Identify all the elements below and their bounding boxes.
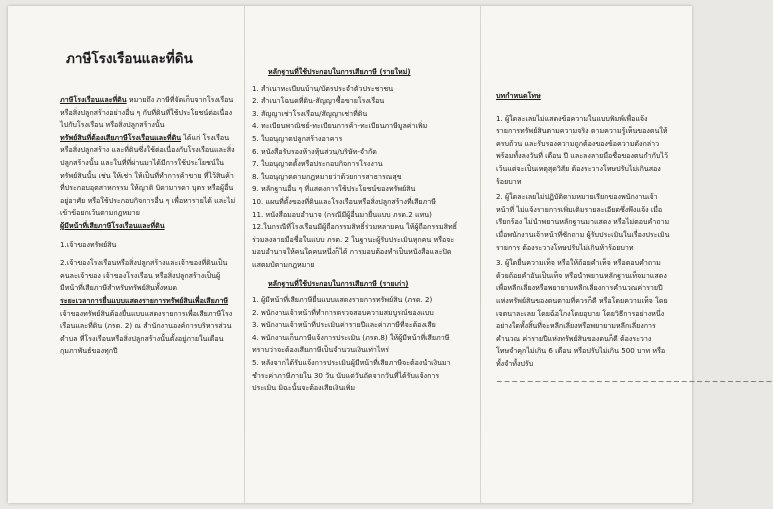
taxpayer-item-1: 1.เจ้าของทรัพย์สิน bbox=[60, 239, 117, 249]
new-doc-item: 2. สำเนาโฉนดที่ดิน-สัญญาซื้อขายโรงเรือน bbox=[252, 96, 385, 106]
fold-line-right bbox=[480, 6, 481, 503]
new-doc-item: 8. ใบอนุญาตตามกฎหมายว่าด้วยการสาธารณสุข bbox=[252, 171, 402, 181]
taxable-property-heading: ทรัพย์สินที่ต้องเสียภาษีโรงเรือนและที่ดิน bbox=[60, 132, 182, 142]
new-doc-item: 4. ทะเบียนพาณิชย์-ทะเบียนการค้า-ทะเบียนภาษีมูลค่าเพิ่ม bbox=[252, 121, 428, 131]
new-doc-item: 7. ใบอนุญาตตั้งหรือประกอบกิจการโรงงาน bbox=[252, 159, 383, 169]
definition-heading: ภาษีโรงเรือนและที่ดิน bbox=[60, 95, 127, 104]
existing-taxpayer-heading: หลักฐานที่ใช้ประกอบในการเสียภาษี (รายเก่า) bbox=[268, 278, 409, 288]
taxable-property-paragraph bbox=[60, 132, 238, 220]
penalty-paragraph-1: 1. ผู้ใดละเลยไม่แสดงข้อความในแบบพิมพ์เพื่อแจ้งรายการทรัพย์สินตามความจริง ตามความรู้เห็นของตนให้ครบถ้วน และรับรองความถูกต้องของข้อความดังกล่าวพร้อมทั้งลงวันที่ เดือน ปี และลงลายมือชื่อของตนกำกับไว้ เว้นแต่จะเป็นเหตุสุดวิสัย ต้องระวางโทษปรับไม่เกินสองร้อยบาท bbox=[496, 113, 668, 186]
fold-line-left bbox=[244, 6, 245, 503]
definition-paragraph bbox=[60, 94, 238, 132]
taxpayer-item-2: 2.เจ้าของโรงเรือนหรือสิ่งปลูกสร้างและเจ้าของที่ดินเป็นคนละเจ้าของ เจ้าของโรงเรือน หรือสิ่งปลูกสร้างเป็นผู้มีหน้าที่เสียภาษีสำหรับทรัพย์สินทั้งหมด bbox=[60, 258, 228, 293]
decorative-border: ~~~~~~~~~~~~~~~~~~~~~~~~~~~~~~~~~~~~ bbox=[496, 377, 773, 387]
new-doc-item: 11. หนังสือมอบอำนาจ (กรณีมีผู้อื่นมายื่นแบบ ภรด.2 แทน) bbox=[252, 209, 432, 219]
filing-period-heading: ระยะเวลาการยื่นแบบแสดงรายการทรัพย์สินเพื่อเสียภาษี bbox=[60, 295, 229, 305]
existing-step-item: 1. ผู้มีหน้าที่เสียภาษียื่นแบบแสดงรายการทรัพย์สิน (ภรด. 2) bbox=[252, 295, 433, 305]
taxable-property-text: ได้แก่ โรงเรือนหรือสิ่งปลูกสร้าง และที่ดินซึ่งใช้ต่อเนื่องกับโรงเรือนและสิ่งปลูกสร้างนั้น และในที่ที่ผ่านมาได้มีการใช้ประโยชน์ในทรัพย์สินนั้น เช่น ให้เช่า ให้เป็นที่ทำการค้าขาย ที่ไว้สินค้า ที่ประกอบอุตสาหกรรม ให้ญาติ บิดามารดา บุตร หรือผู้อื่นอยู่อาศัย หรือใช้ประกอบกิจการอื่น ๆ เพื่อหารายได้ และไม่เข้าข้อยกเว้นตามกฎหมาย bbox=[60, 132, 236, 218]
new-doc-item: 5. ใบอนุญาตปลูกสร้างอาคาร bbox=[252, 133, 343, 143]
brochure-sheet bbox=[8, 6, 773, 503]
document-title: ภาษีโรงเรือนและที่ดิน bbox=[66, 51, 193, 67]
panel-left bbox=[60, 6, 238, 503]
new-doc-item: 1. สำเนาทะเบียนบ้าน/บัตรประจำตัวประชาชน bbox=[252, 83, 394, 93]
new-doc-item: 10. แผนที่ตั้งของที่ดินและโรงเรือนหรือสิ่งปลูกสร้างที่เสียภาษี bbox=[252, 196, 436, 206]
existing-step-item: 2. พนักงานเจ้าหน้าที่ทำการตรวจสอบความสมบูรณ์ของแบบ bbox=[252, 307, 434, 317]
panel-right bbox=[496, 6, 773, 503]
panel-middle bbox=[252, 6, 462, 503]
payment-deadline-paragraph: 5. หลังจากได้รับแจ้งการประเมินผู้มีหน้าที่เสียภาษีจะต้องนำเงินมาชำระค่าภาษีภายใน 30 วัน นับแต่วันถัดจากวันที่ได้รับแจ้งการประเมิน มิฉะนั้นจะต้องเสียเงินเพิ่ม bbox=[252, 358, 451, 393]
definition-text: หมายถึง ภาษีที่จัดเก็บจากโรงเรือนหรือสิ่งปลูกสร้างอย่างอื่น ๆ กับที่ดินที่ใช้ประโยชน์ต่อเนื่องไปกับโรงเรือน หรือสิ่งปลูกสร้างนั้น bbox=[60, 95, 234, 130]
new-doc-item: 3. สัญญาเช่าโรงเรือน/สัญญาเช่าที่ดิน bbox=[252, 108, 368, 118]
new-doc-item: 6. หนังสือรับรองห้างหุ้นส่วน/บริษัท-จำกัด bbox=[252, 146, 377, 156]
filing-period-text: เจ้าของทรัพย์สินต้องยื่นแบบแสดงรายการเพื่อเสียภาษีโรงเรือนและที่ดิน (ภรด. 2) ณ สำนักงานองค์การบริหารส่วนตำบล ที่โรงเรือนหรือสิ่งปลูกสร้างนั้นตั้งอยู่ภายในเดือนกุมภาพันธ์ของทุกปี bbox=[60, 308, 233, 356]
joint-ownership-paragraph: 12.ในกรณีที่โรงเรือนมีผู้ถือกรรมสิทธิ์ร่วมหลายคน ให้ผู้ถือกรรมสิทธิ์ร่วมลงลายมือชื่อในแบบ ภรด. 2 ในฐานะผู้รับประเมินทุกคน หรือจะมอบอำนาจให้คนใดคนหนึ่งก็ได้ การมอบต้องทำเป็นหนังสือและปิดแสตมป์ตามกฎหมาย bbox=[252, 222, 457, 269]
penalties-heading: บทกำหนดโทษ bbox=[496, 91, 541, 100]
new-taxpayer-docs-heading: หลักฐานที่ใช้ประกอบในการเสียภาษี (รายใหม่) bbox=[268, 67, 411, 76]
taxpayer-heading: ผู้มีหน้าที่เสียภาษีโรงเรือนและที่ดิน bbox=[60, 220, 165, 230]
existing-step-item: 3. พนักงานเจ้าหน้าที่ประเมินค่ารายปีและค่าภาษีที่จะต้องเสีย bbox=[252, 320, 436, 330]
penalty-paragraph-2: 2. ผู้ใดละเลยไม่ปฏิบัติตามหมายเรียกของพนักงานเจ้าหน้าที่ ไม่แจ้งรายการเพิ่มเติมรายละเอียดซึ่งพึงแจ้ง เมื่อเรียกร้อง ไม่นำพยานหลักฐานมาแสดง หรือไม่ตอบคำถามเมื่อพนักงานเจ้าหน้าที่ซักถาม ผู้รับประเมินในเรื่องประเมินรายการ ต้องระวางโทษปรับไม่เกินห้าร้อยบาท bbox=[496, 192, 670, 252]
existing-step-item: 4. พนักงานเก็บภาษีแจ้งการประเมิน (ภรด.8) ให้ผู้มีหน้าที่เสียภาษีทราบว่าจะต้องเสียภาษีเป็นจำนวนเงินเท่าไหร่ bbox=[252, 332, 450, 355]
new-doc-item: 9. หลักฐานอื่น ๆ ที่แสดงการใช้ประโยชน์ของทรัพย์สิน bbox=[252, 184, 416, 194]
penalty-paragraph-3: 3. ผู้ใดยื่นความเท็จ หรือให้ถ้อยคำเท็จ หรือตอบคำถามด้วยถ้อยคำอันเป็นเท็จ หรือนำพยานหลักฐานเท็จมาแสดงเพื่อหลีกเลี่ยงหรือพยายามหลีกเลี่ยงการคำนวณค่ารายปีแห่งทรัพย์สินของตนตามที่ควรก็ดี หรือโดยความเท็จ โดยเจตนาละเลย โดยฉ้อโกงโดยอุบาย โดยวิธีการอย่างหนึ่ง อย่างใดทั้งสิ้นที่จะหลีกเลี่ยงหรือพยายามหลีกเลี่ยงการคำนวณ ค่ารายปีแห่งทรัพย์สินของตนก็ดี ต้องระวางโทษจำคุกไม่เกิน 6 เดือน หรือปรับไม่เกิน 500 บาท หรือทั้งจำทั้งปรับ bbox=[496, 258, 668, 368]
